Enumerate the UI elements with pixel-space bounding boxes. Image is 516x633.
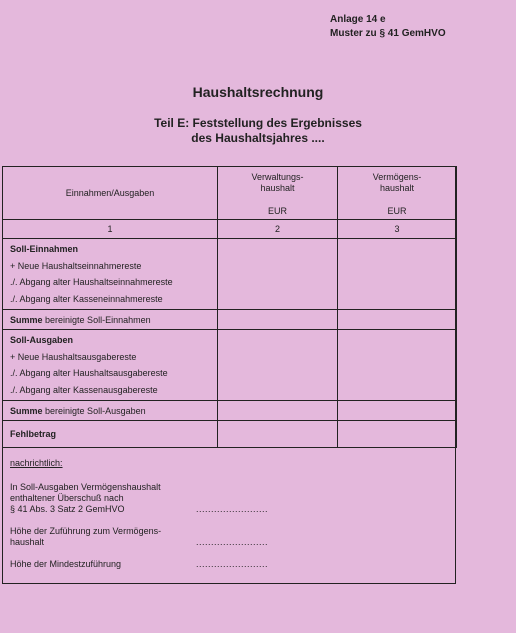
header-asset-unit: EUR xyxy=(387,206,407,216)
note-item-minimum xyxy=(10,559,450,570)
note-item-surplus xyxy=(10,482,450,515)
note-item-minimum-fill-line[interactable]: ........................ xyxy=(196,559,269,569)
page-subtitle xyxy=(0,116,516,146)
soll-einnahmen-admin-cell[interactable] xyxy=(218,239,338,310)
subtitle-line-1: Teil E: Feststellung des Ergebnisses xyxy=(154,116,362,130)
note-item-transfer xyxy=(10,526,450,548)
header-admin-unit: EUR xyxy=(267,206,287,216)
page-title: Haushaltsrechnung xyxy=(192,84,324,100)
note-item-surplus-line-3: § 41 Abs. 3 Satz 2 GemHVO xyxy=(10,504,125,514)
annex-number: Anlage 14 e xyxy=(330,14,386,25)
annex-reference xyxy=(330,13,446,41)
summe-einnahmen-asset-cell[interactable] xyxy=(338,310,457,330)
header-admin-line-2: haushalt xyxy=(260,183,295,193)
note-heading: nachrichtlich: xyxy=(10,458,63,468)
soll-ausgaben-asset-cell[interactable] xyxy=(338,330,457,401)
summe-ausgaben-bold: Summe xyxy=(10,405,43,416)
note-item-surplus-line-1: In Soll-Ausgaben Vermögenshaushalt xyxy=(10,482,161,492)
summe-ausgaben-admin-cell[interactable] xyxy=(218,401,338,421)
soll-ausgaben-heading: Soll-Ausgaben xyxy=(10,335,74,345)
summe-ausgaben-text: bereinigte Soll-Ausgaben xyxy=(45,405,146,416)
fehlbetrag-row xyxy=(3,421,457,448)
annex-pattern: Muster zu § 41 GemHVO xyxy=(330,28,446,39)
soll-ausgaben-line-1: + Neue Haushaltsausgabereste xyxy=(10,351,137,362)
header-row xyxy=(3,167,457,220)
summe-einnahmen-label xyxy=(3,310,218,330)
soll-einnahmen-row xyxy=(3,239,457,310)
informational-note xyxy=(10,458,450,581)
column-number-1: 1 xyxy=(3,220,218,239)
soll-ausgaben-row xyxy=(3,330,457,401)
header-asset-line-2: haushalt xyxy=(379,183,415,193)
note-item-surplus-line-2: enthaltener Überschuß nach xyxy=(10,493,124,503)
soll-einnahmen-line-2: ./. Abgang alter Haushaltseinnahmereste xyxy=(10,277,173,287)
summe-einnahmen-admin-cell[interactable] xyxy=(218,310,338,330)
summe-einnahmen-row xyxy=(3,310,457,330)
note-item-transfer-fill-line[interactable]: ........................ xyxy=(196,537,269,547)
header-asset-budget xyxy=(338,167,457,220)
fehlbetrag-admin-cell[interactable] xyxy=(218,421,338,448)
fehlbetrag-asset-cell[interactable] xyxy=(338,421,457,448)
summe-ausgaben-label xyxy=(3,401,218,421)
note-item-minimum-line-1: Höhe der Mindestzuführung xyxy=(10,559,122,569)
header-asset-line-1: Vermögens- xyxy=(372,172,422,182)
subtitle-line-2: des Haushaltsjahres .... xyxy=(191,131,325,145)
soll-einnahmen-line-1: + Neue Haushaltseinnahmereste xyxy=(10,260,142,271)
header-administrative-budget xyxy=(218,167,338,220)
column-number-3: 3 xyxy=(338,220,457,239)
summe-ausgaben-row xyxy=(3,401,457,421)
fehlbetrag-label: Fehlbetrag xyxy=(3,421,218,448)
soll-ausgaben-admin-cell[interactable] xyxy=(218,330,338,401)
summe-einnahmen-text: bereinigte Soll-Einnahmen xyxy=(45,314,151,325)
summe-einnahmen-bold: Summe xyxy=(10,314,43,325)
soll-einnahmen-label xyxy=(3,239,218,310)
soll-ausgaben-line-3: ./. Abgang alter Kassenausgabereste xyxy=(10,384,158,395)
summe-ausgaben-asset-cell[interactable] xyxy=(338,401,457,421)
soll-ausgaben-label xyxy=(3,330,218,401)
soll-einnahmen-asset-cell[interactable] xyxy=(338,239,457,310)
soll-einnahmen-heading: Soll-Einnahmen xyxy=(10,244,79,254)
result-table xyxy=(2,166,457,448)
note-item-transfer-line-2: haushalt xyxy=(10,537,45,547)
soll-einnahmen-line-3: ./. Abgang alter Kasseneinnahmereste xyxy=(10,293,163,304)
header-admin-line-1: Verwaltungs- xyxy=(251,172,304,182)
column-number-row xyxy=(3,220,457,239)
note-item-transfer-line-1: Höhe der Zuführung zum Vermögens- xyxy=(10,526,162,536)
header-income-expenses: Einnahmen/Ausgaben xyxy=(3,167,218,220)
note-item-surplus-fill-line[interactable]: ........................ xyxy=(196,504,269,514)
soll-ausgaben-line-2: ./. Abgang alter Haushaltsausgabereste xyxy=(10,368,168,378)
column-number-2: 2 xyxy=(218,220,338,239)
